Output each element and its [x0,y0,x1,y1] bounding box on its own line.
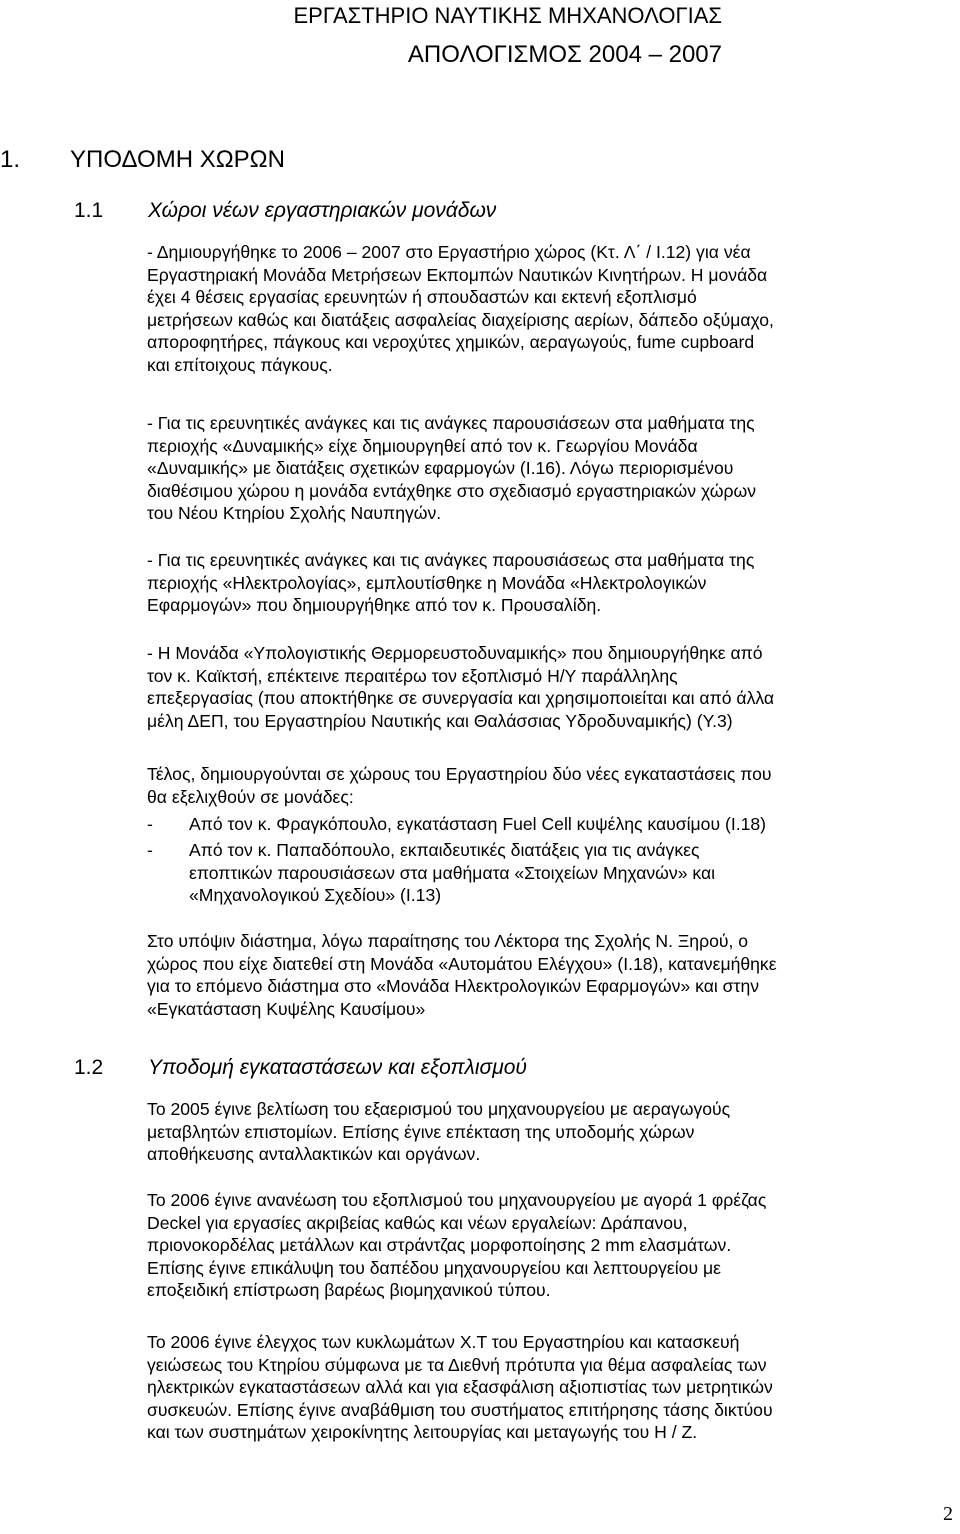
paragraph-line: - Για τις ερευνητικές ανάγκες και τις ανάγκες παρουσιάσεων στα μαθήματα της [147,413,755,433]
paragraph-line: τον κ. Καϊκτσή, επέκτεινε περαιτέρω τον εξοπλισμό Η/Υ παράλληλης [147,665,678,686]
paragraph-line: αποθήκευσης ανταλλακτικών και οργάνων. [147,1144,481,1165]
subsection-number: 1.2 [74,1056,104,1079]
header-report-title: ΑΠΟΛΟΓΙΣΜΟΣ 2004 – 2007 [407,41,722,68]
paragraph [147,642,957,732]
list-item-line: Από τον κ. Φραγκόπουλο, εγκατάσταση Fuel Cell κυψέλης καυσίμου (Ι.18) [189,814,767,834]
paragraph [147,930,957,1020]
paragraph-line: επεξεργασίας (που αποκτήθηκε σε συνεργασία και χρησιμοποιείται και από άλλα [147,688,775,709]
paragraph-line: μεταβλητών επιστομίων. Επίσης έγινε επέκταση της υποδομής χώρων [147,1121,695,1142]
section-title: ΥΠΟΔΟΜΗ ΧΩΡΩΝ [70,146,285,173]
paragraph-line: Deckel για εργασίες ακριβείας καθώς και νέων εργαλείων: Δράπανου, [147,1212,688,1233]
paragraph [147,549,957,617]
paragraph-line: - Η Μονάδα «Υπολογιστικής Θερμορευστοδυναμικής» που δημιουργήθηκε από [147,643,763,663]
list-item-line: «Μηχανολογικού Σχεδίου» (Ι.13) [189,885,442,906]
paragraph-line: Το 2006 έγινε ανανέωση του εξοπλισμού του μηχανουργείου με αγορά 1 φρέζας [147,1190,767,1210]
list-item-line: Από τον κ. Παπαδόπουλο, εκπαιδευτικές διατάξεις για τις ανάγκες [189,840,700,860]
paragraph-line: Το 2005 έγινε βελτίωση του εξαερισμού του μηχανουργείου με αεραγωγούς [147,1099,731,1119]
list-dash: - [147,840,153,860]
subsection-title: Υποδομή εγκαταστάσεων και εξοπλισμού [148,1056,527,1079]
section-number: 1. [0,146,21,173]
paragraph-line: Τέλος, δημιουργούνται σε χώρους του Εργαστηρίου δύο νέες εγκαταστάσεις που [147,764,772,784]
paragraph-line: Στο υπόψιν διάστημα, λόγω παραίτησης του Λέκτορα της Σχολής Ν. Ξηρού, ο [147,931,749,951]
paragraph-line: και των συστημάτων χειροκίνητης λειτουργίας και μεταγωγής του Η / Ζ. [147,1422,698,1443]
subsection-heading-1-1 [74,199,497,223]
paragraph-line: συσκευών. Επίσης έγινε αναβάθμιση του συστήματος επιτήρησης τάσης δικτύου [147,1399,773,1420]
paragraph-line: για το επόμενο διάστημα στο «Μονάδα Ηλεκτρολογικών Εφαρμογών» και στην [147,976,760,997]
paragraph-line: «Εγκατάσταση Κυψέλης Καυσίμου» [147,998,426,1019]
paragraph-line: έχει 4 θέσεις εργασίας ερευνητών ή σπουδαστών και εκτενή εξοπλισμό [147,287,697,308]
paragraph-line: και επίτοιχους πάγκους. [147,354,333,375]
list-item-text [189,813,957,836]
subsection-heading-1-2 [74,1056,527,1080]
paragraph-line: του Νέου Κτηρίου Σχολής Ναυπηγών. [147,503,442,524]
paragraph-line: ηλεκτρικών εγκαταστάσεων αλλά και για εξασφάλιση αξιοπιστίας των μετρητικών [147,1377,773,1398]
paragraph-line: εποξειδική επίστρωση βαρέως βιομηχανικού τύπου. [147,1280,551,1301]
paragraph-line: - Για τις ερευνητικές ανάγκες και τις ανάγκες παρουσιάσεως στα μαθήματα της [147,550,755,570]
list-dash: - [147,814,153,834]
paragraph-line: απoροφητήρες, πάγκους και νεροχύτες χημικών, αεραγωγούς, fume cupboard [147,332,755,353]
paragraph-line: χώρος που είχε διατεθεί στη Μονάδα «Αυτομάτου Ελέγχου» (Ι.18), κατανεμήθηκε [147,953,777,974]
header-lab-name: ΕΡΓΑΣΤΗΡΙΟ ΝΑΥΤΙΚΗΣ ΜΗΧΑΝΟΛΟΓΙΑΣ [293,3,722,28]
paragraph-line: μέλη ΔΕΠ, του Εργαστηρίου Ναυτικής και Θαλάσσιας Υδροδυναμικής) (Υ.3) [147,710,733,731]
paragraph-line: γειώσεως του Κτηρίου σύμφωνα με τα Διεθνή πρότυπα για θέμα ασφαλείας των [147,1354,767,1375]
paragraph-line: Εργαστηριακή Μονάδα Μετρήσεων Εκπομπών Ναυτικών Κινητήρων. Η μονάδα [147,264,768,285]
paragraph-line: περιοχής «Ηλεκτρολογίας», εμπλουτίσθηκε η Μονάδα «Ηλεκτρολογικών [147,572,707,593]
list-item-line: εποπτικών παρουσιάσεων στα μαθήματα «Στοιχείων Μηχανών» και [189,862,716,883]
paragraph-line: Το 2006 έγινε έλεγχος των κυκλωμάτων Χ.Τ του Εργαστηρίου και κατασκευή [147,1332,740,1352]
list-item-text [189,839,957,907]
page-number: 2 [943,1503,953,1525]
paragraph-line: θα εξελιχθούν σε μονάδες: [147,786,354,807]
paragraph-line: - Δημιουργήθηκε το 2006 – 2007 στο Εργαστήριο χώρος (Κτ. Λ΄ / Ι.12) για νέα [147,242,751,262]
paragraph-line: πριονοκορδέλας μετάλλων και στράντζας μορφοποίησης 2 mm ελασμάτων. [147,1235,732,1256]
paragraph [147,1098,957,1166]
paragraph-line: «Δυναμικής» με διατάξεις σχετικών εφαρμογών (Ι.16). Λόγω περιορισμένου [147,458,734,479]
paragraph [147,241,957,377]
subsection-title: Χώροι νέων εργαστηριακών μονάδων [148,199,497,222]
paragraph [147,412,957,525]
paragraph-line: Εφαρμογών» που δημιουργήθηκε από τον κ. Προυσαλίδη. [147,595,602,616]
paragraph [147,763,957,808]
paragraph [147,1189,957,1302]
paragraph-line: περιοχής «Δυναμικής» είχε δημιουργηθεί από τον κ. Γεωργίου Μονάδα [147,435,698,456]
paragraph-line: Επίσης έγινε επικάλυψη του δαπέδου μηχανουργείου και λεπτουργείου με [147,1257,721,1278]
paragraph-line: διαθέσιμου χώρου η μονάδα εντάχθηκε στο σχεδιασμό εργαστηριακών χώρων [147,480,757,501]
paragraph-line: μετρήσεων καθώς και διατάξεις ασφαλείας διαχείρισης αερίων, δάπεδο οξύμαχο, [147,309,774,330]
subsection-number: 1.1 [74,199,104,222]
paragraph [147,1331,957,1444]
